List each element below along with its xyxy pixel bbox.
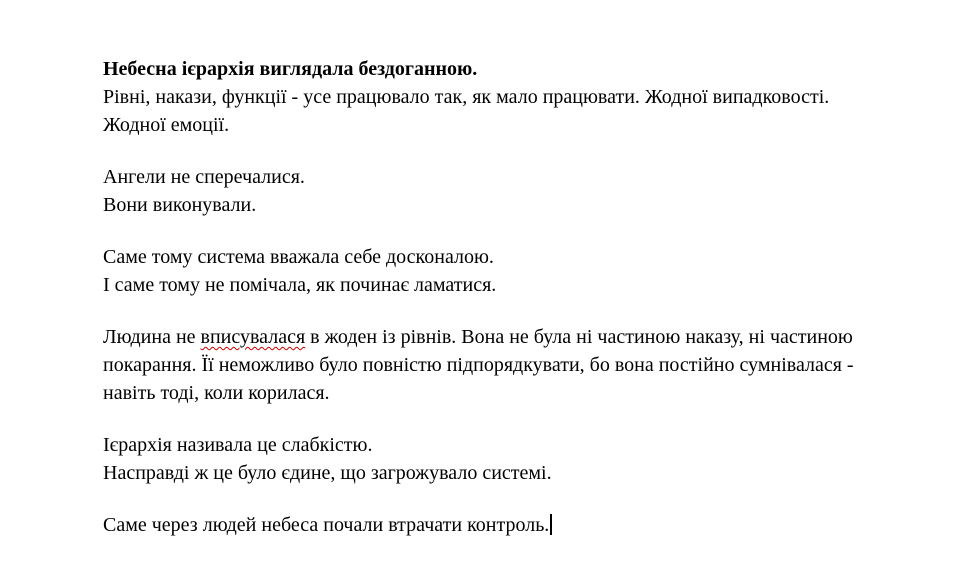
text-line[interactable]: Ангели не сперечалися. <box>103 166 305 188</box>
misspelled-word[interactable]: вписувалася <box>200 326 306 348</box>
text-line[interactable]: навіть тоді, коли корилася. <box>103 382 330 404</box>
text-segment: Людина не <box>103 326 201 348</box>
paragraph-final <box>103 511 923 539</box>
text-line[interactable]: покарання. Її неможливо було повністю підпорядкувати, бо вона постійно сумнівалася - <box>103 354 854 376</box>
text-line[interactable]: Ієрархія називала це слабкістю. <box>103 434 373 456</box>
paragraph-human <box>103 323 923 407</box>
text-caret <box>550 514 552 535</box>
text-line[interactable]: Насправді ж це було єдине, що загрожувало системі. <box>103 462 552 484</box>
document-page[interactable] <box>103 55 923 563</box>
text-line[interactable]: Рівні, накази, функції - усе працювало так, як мало працювати. Жодної випадковості. <box>103 86 830 108</box>
text-line[interactable]: Жодної емоції. <box>103 114 230 136</box>
heading-line[interactable]: Небесна ієрархія виглядала бездоганною. <box>103 58 478 80</box>
text-segment: в жоден із рівнів. Вона не була ні частиною наказу, ні частиною <box>305 326 853 348</box>
text-line[interactable]: Вони виконували. <box>103 194 257 216</box>
text-line[interactable]: Саме тому система вважала себе досконалою. <box>103 246 494 268</box>
text-line-with-misspelling[interactable] <box>103 323 923 351</box>
paragraph-system <box>103 243 923 299</box>
paragraph-hierarchy <box>103 431 923 487</box>
text-line-with-caret[interactable] <box>103 511 923 539</box>
text-line[interactable]: І саме тому не помічала, як починає ламатися. <box>103 274 497 296</box>
paragraph-angels <box>103 163 923 219</box>
text-segment: Саме через людей небеса почали втрачати контроль. <box>103 514 550 536</box>
paragraph-intro <box>103 55 923 139</box>
